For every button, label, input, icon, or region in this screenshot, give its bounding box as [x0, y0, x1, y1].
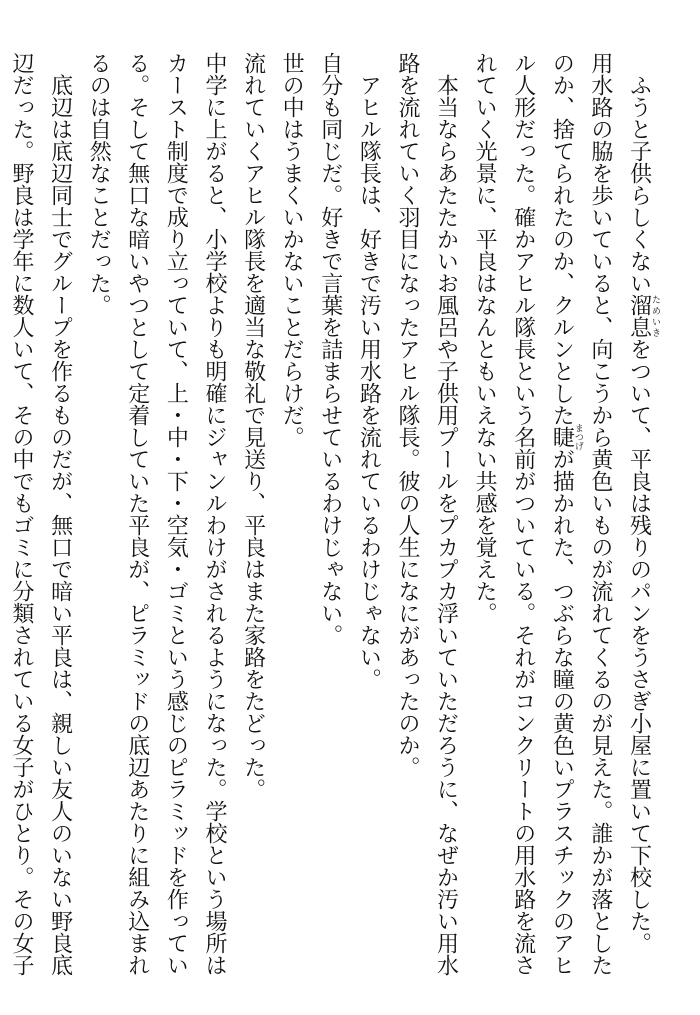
paragraph	[387, 52, 464, 977]
paragraph	[310, 52, 349, 977]
text-run: をついて、平良は残りのパンをうさぎ小屋に置いて下校した。	[626, 338, 652, 954]
text-run: 自分も同じだ。好きで言葉を詰まらせているわけじゃない。	[317, 52, 343, 646]
paragraph	[619, 52, 660, 977]
paragraph	[1, 52, 78, 977]
text-run: が描かれた、つぶらな瞳の黄色いプラスチックのアヒル人形だった。確かアヒル隊長という名前がついている。それがコンクリートの用水路を流されていく光景に、平良はなんともいえない共感を覚えた。	[472, 52, 575, 976]
text-run: 世の中はうまくいかないことだらけだ。	[279, 52, 305, 448]
paragraph	[465, 52, 619, 977]
ruby-reading: ためいき	[650, 294, 660, 338]
text-run: 用水路の脇を歩いていると、向こうから黄色いものが流れてくるのが見えた。誰かが落としたのか、捨てられたのか、クルンとした	[549, 52, 613, 976]
vertical-text-body	[1, 52, 660, 977]
ruby-reading: まつげ	[572, 423, 583, 451]
text-run: 中学に上がると、小学校よりも明確にジャンルわけがされるようになった。学校という場所はカースト制度で成り立っていて、上・中・下・空気・ゴミという感じのピラミッドを作っている。そして無口な暗いやつとして定着していた平良が、ピラミッドの底辺あたりに組み込まれるのは自然なことだった。	[86, 52, 227, 976]
text-run: ふうと子供らしくない	[626, 74, 652, 294]
text-run: 流れていくアヒル隊長を適当な敬礼で見送り、平良はまた家路をたどった。	[240, 52, 266, 800]
paragraph	[79, 52, 233, 977]
ruby-annotation	[549, 423, 583, 451]
ruby-annotation	[626, 294, 660, 338]
paragraph	[233, 52, 272, 977]
text-run: 底辺は底辺同士でグループを作るものだが、無口で暗い平良は、親しい友人のいない野良底辺だった。野良は学年に数人いて、その中でもゴミに分類されている女子がひとり。その女子	[9, 52, 73, 976]
paragraph	[272, 52, 311, 977]
text-run: 本当ならあたたかいお風呂や子供用プールをプカプカ浮いていただろうに、なぜか汚い用水路を流れていく羽目になったアヒル隊長。彼の人生になにがあったのか。	[394, 52, 459, 976]
ruby-base: 溜息	[626, 294, 652, 338]
ruby-base: 睫	[549, 423, 575, 451]
paragraph	[349, 52, 388, 977]
text-run: アヒル隊長は、好きで汚い用水路を流れているわけじゃない。	[356, 74, 382, 690]
